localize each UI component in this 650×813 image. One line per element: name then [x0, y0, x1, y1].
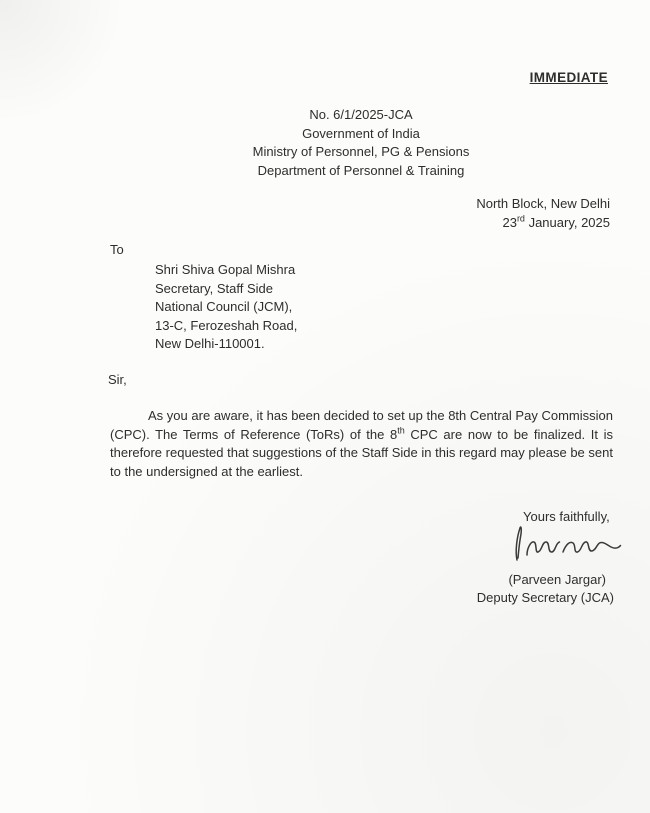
date-line — [476, 213, 610, 232]
signature-scribble-icon — [508, 524, 626, 568]
closing-phrase: Yours faithfully, — [523, 509, 610, 524]
org-line-3: Department of Personnel & Training — [257, 162, 465, 178]
body-superscript: th — [397, 425, 405, 436]
recipient-city: New Delhi-110001. — [155, 336, 265, 351]
signature — [508, 524, 626, 571]
date-ordinal-suffix: rd — [516, 213, 525, 224]
place-date-block — [476, 194, 610, 232]
recipient-designation: Secretary, Staff Side — [155, 280, 274, 296]
to-label: To — [110, 242, 124, 257]
urgency-marking: IMMEDIATE — [529, 70, 608, 85]
signer-title: Deputy Secretary (JCA) — [476, 590, 614, 605]
date-day: 23 — [502, 215, 517, 230]
salutation: Sir, — [108, 372, 127, 387]
letter-head — [0, 106, 650, 180]
body-text-2: CPC are now to be finalized. It is therefore requested that suggestions of the Staff Side in this regard may please be sent to the undersigned at the earliest. — [110, 426, 614, 479]
place-line: North Block, New Delhi — [476, 196, 610, 211]
org-line-2: Ministry of Personnel, PG & Pensions — [252, 144, 470, 159]
org-line-1: Government of India — [302, 125, 420, 141]
reference-number: No. 6/1/2025-JCA — [309, 107, 413, 122]
signer-name: (Parveen Jargar) — [508, 572, 606, 587]
recipient-street: 13-C, Ferozeshah Road, — [155, 317, 298, 333]
recipient-name: Shri Shiva Gopal Mishra — [155, 262, 296, 277]
recipient-org: National Council (JCM), — [155, 299, 293, 314]
body-text-1: As you are aware, it has been decided to set up the 8th Central Pay Commission (CPC). The Terms of Reference (ToRs) of the 8 — [110, 408, 613, 442]
letter-body — [110, 407, 613, 481]
recipient-address — [155, 261, 297, 354]
date-rest: January, 2025 — [524, 215, 610, 230]
